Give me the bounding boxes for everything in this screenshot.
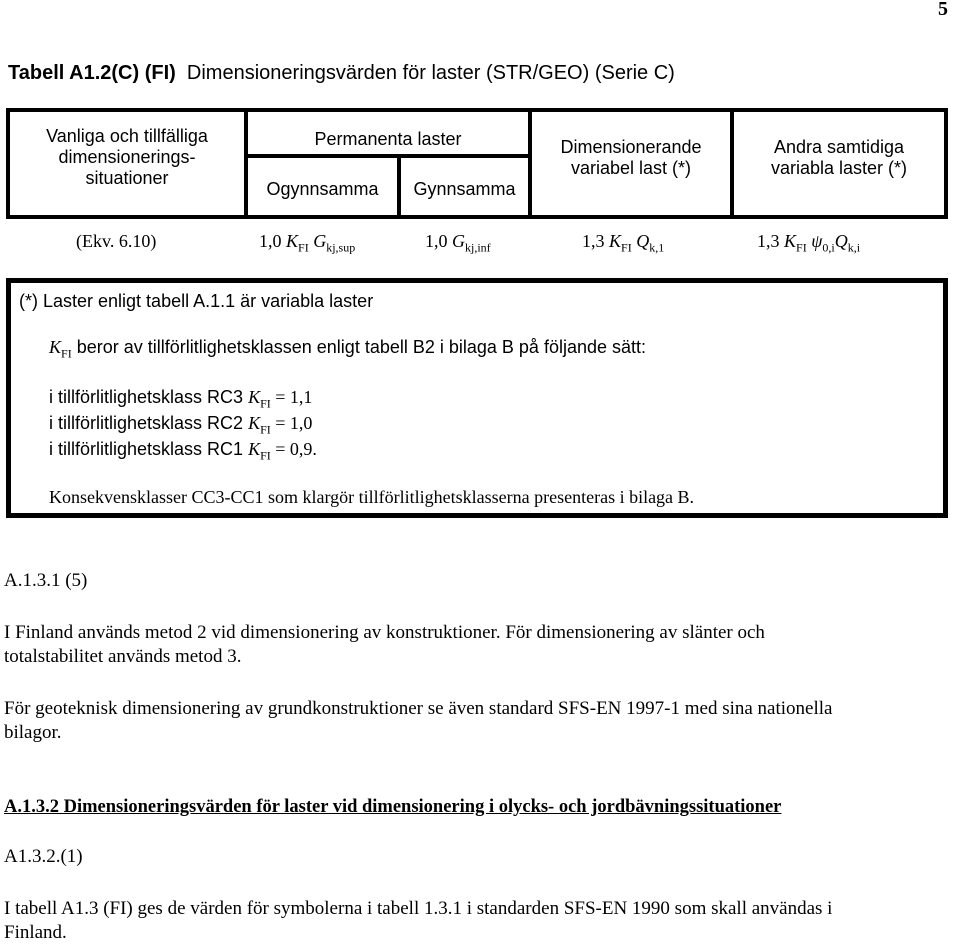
class-value: = 1,1	[270, 387, 313, 407]
symbol: K	[49, 337, 62, 357]
symbol: K	[286, 231, 299, 251]
header-line: Dimensionerande	[560, 137, 702, 157]
subscript: FI	[260, 396, 271, 411]
subscript: FI	[298, 240, 309, 255]
symbol: K	[609, 231, 622, 251]
subscript: 0,i	[822, 240, 835, 255]
paragraph-line: I tabell A1.3 (FI) ges de värden för symbolerna i tabell 1.3.1 i standarden SFS-EN 1990 som skall användas i	[4, 898, 833, 919]
symbol: K	[248, 439, 261, 459]
footnote: (*) Laster enligt tabell A.1.1 är variabla laster	[19, 291, 374, 311]
header-leading-variable	[532, 137, 730, 179]
paragraph-line: totalstabilitet används metod 3.	[4, 646, 242, 667]
notes-box	[6, 278, 948, 518]
page-number: 5	[938, 0, 948, 20]
eq-q-accompanying	[757, 231, 860, 256]
paragraph-line: Finland.	[4, 922, 67, 943]
class-value: = 0,9.	[270, 439, 317, 459]
header-line: variabel last (*)	[570, 158, 692, 178]
coef: 1,0	[425, 231, 448, 251]
subscript: FI	[796, 240, 807, 255]
subscript: k,1	[649, 240, 665, 255]
symbol: K	[784, 231, 797, 251]
header-line: dimensionerings-	[58, 147, 196, 167]
class-prefix: i tillförlitlighetsklass RC3	[49, 387, 249, 407]
consequence-classes: Konsekvensklasser CC3-CC1 som klargör tillförlitlighetsklasserna presenteras i bilaga B.	[49, 487, 695, 507]
header-accompanying-variable	[734, 137, 944, 179]
class-prefix: i tillförlitlighetsklass RC2	[49, 413, 249, 433]
reliability-class-rc2	[49, 413, 312, 438]
kfi-intro-text: beror av tillförlitlighetsklassen enligt tabell B2 i bilaga B på följande sätt:	[71, 337, 647, 357]
coef: 1,3	[582, 231, 605, 251]
symbol: K	[248, 413, 261, 433]
subscript: kj,sup	[326, 240, 356, 255]
symbol: ψ	[811, 231, 823, 251]
paragraph-line: I Finland används metod 2 vid dimensionering av konstruktioner. För dimensionering av slänter och	[4, 622, 765, 643]
subscript: FI	[260, 448, 271, 463]
coef: 1,0	[259, 231, 282, 251]
header-unfavourable: Ogynnsamma	[266, 179, 379, 199]
header-situations	[10, 126, 244, 189]
divider	[244, 154, 532, 158]
equation-ref: (Ekv. 6.10)	[76, 231, 157, 251]
table-header	[6, 108, 948, 219]
clause-ref: A.1.3.1 (5)	[4, 570, 88, 591]
symbol: Q	[834, 231, 848, 251]
header-line: Andra samtidiga	[773, 137, 905, 157]
subscript: FI	[260, 422, 271, 437]
kfi-intro	[49, 337, 646, 362]
reliability-class-rc3	[49, 387, 312, 412]
symbol: K	[248, 387, 261, 407]
eq-g-sup	[259, 231, 355, 256]
subscript: kj,inf	[465, 240, 491, 255]
section-heading: A.1.3.2 Dimensioneringsvärden för laster vid dimensionering i olycks- och jordbävningssituationer	[4, 797, 782, 817]
eq-g-inf	[425, 231, 491, 256]
header-line: variabla laster (*)	[770, 158, 908, 178]
header-permanent-loads: Permanenta laster	[314, 129, 462, 149]
sub-clause-ref: A1.3.2.(1)	[4, 846, 83, 867]
paragraph-line: För geoteknisk dimensionering av grundkonstruktioner se även standard SFS-EN 1997-1 med sina nationella	[4, 698, 833, 719]
table-title	[8, 62, 675, 85]
paragraph-line: bilagor.	[4, 722, 62, 743]
header-favourable: Gynnsamma	[413, 179, 516, 199]
symbol: G	[452, 231, 465, 251]
subscript: k,i	[847, 240, 861, 255]
subscript: FI	[61, 346, 72, 361]
class-prefix: i tillförlitlighetsklass RC1	[49, 439, 249, 459]
subscript: FI	[621, 240, 632, 255]
symbol: Q	[636, 231, 650, 251]
header-line: situationer	[85, 168, 169, 188]
symbol: G	[313, 231, 327, 251]
eq-q-leading	[582, 231, 664, 256]
coef: 1,3	[757, 231, 780, 251]
class-value: = 1,0	[270, 413, 313, 433]
reliability-class-rc1	[49, 439, 317, 464]
table-caption: Dimensioneringsvärden för laster (STR/GEO) (Serie C)	[186, 62, 675, 84]
header-line: Vanliga och tillfälliga	[46, 126, 208, 146]
table-label: Tabell A1.2(C) (FI)	[8, 62, 176, 84]
